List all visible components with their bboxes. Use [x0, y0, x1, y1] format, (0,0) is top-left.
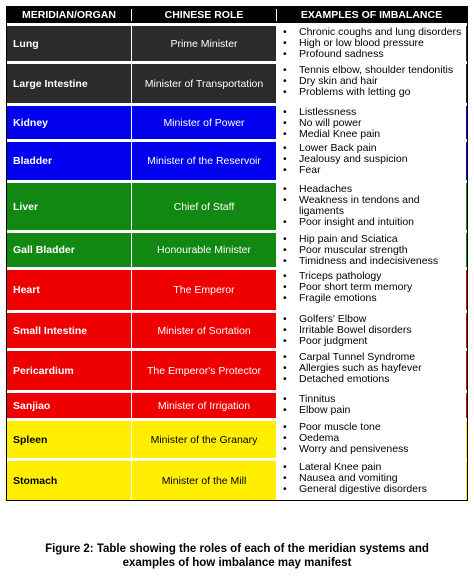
- example-item: • Poor insight and intuition: [281, 217, 466, 228]
- role-cell: Minister of Sortation: [132, 313, 277, 348]
- examples-cell: [277, 313, 466, 348]
- example-item: • Weakness in tendons and ligaments: [281, 195, 466, 217]
- example-item: • Dry skin and hair: [281, 76, 466, 87]
- table-row: [7, 390, 467, 418]
- example-item: • Tinnitus: [281, 394, 466, 405]
- example-item: • Chronic coughs and lung disorders: [281, 27, 466, 38]
- example-item: • General digestive disorders: [281, 484, 466, 495]
- examples-list: [277, 234, 466, 267]
- examples-list: [277, 65, 466, 98]
- organ-cell: Liver: [7, 183, 132, 230]
- example-item: • Timidness and indecisiveness: [281, 256, 466, 267]
- role-cell: Honourable Minister: [132, 233, 277, 267]
- examples-cell: [277, 421, 466, 458]
- examples-cell: [277, 183, 466, 230]
- example-item: • Listlessness: [281, 107, 466, 118]
- table-row: [7, 310, 467, 348]
- example-item: • Tennis elbow, shoulder tendonitis: [281, 65, 466, 76]
- organ-cell: Kidney: [7, 106, 132, 139]
- organ-cell: Large Intestine: [7, 64, 132, 103]
- organ-cell: Heart: [7, 270, 132, 310]
- header-meridian-organ: MERIDIAN/ORGAN: [7, 9, 132, 21]
- role-cell: Minister of the Reservoir: [132, 142, 277, 180]
- role-cell: Minister of Power: [132, 106, 277, 139]
- examples-list: [277, 394, 466, 416]
- role-cell: Minister of Irrigation: [132, 393, 277, 418]
- organ-cell: Sanjiao: [7, 393, 132, 418]
- organ-cell: Small Intestine: [7, 313, 132, 348]
- examples-cell: [277, 233, 466, 267]
- table-row: [7, 348, 467, 390]
- example-item: • No will power: [281, 118, 466, 129]
- examples-cell: [277, 393, 466, 418]
- organ-cell: Stomach: [7, 461, 132, 500]
- role-cell: Prime Minister: [132, 26, 277, 61]
- example-item: • Triceps pathology: [281, 271, 466, 282]
- table-row: [7, 418, 467, 458]
- example-item: • Worry and pensiveness: [281, 444, 466, 455]
- example-item: • Profound sadness: [281, 49, 466, 60]
- table-row: [7, 458, 467, 500]
- examples-cell: [277, 64, 466, 103]
- example-item: • Lateral Knee pain: [281, 462, 466, 473]
- examples-list: [277, 314, 466, 347]
- organ-cell: Spleen: [7, 421, 132, 458]
- example-item: • Allergies such as hayfever: [281, 363, 466, 374]
- example-item: • Poor judgment: [281, 336, 466, 347]
- role-cell: The Emperor: [132, 270, 277, 310]
- examples-list: [277, 352, 466, 385]
- table-header: [7, 7, 467, 23]
- example-item: • Headaches: [281, 184, 466, 195]
- example-item: • High or low blood pressure: [281, 38, 466, 49]
- role-cell: The Emperor's Protector: [132, 351, 277, 390]
- example-item: • Problems with letting go: [281, 87, 466, 98]
- role-cell: Minister of Transportation: [132, 64, 277, 103]
- example-item: • Lower Back pain: [281, 143, 466, 154]
- header-chinese-role: CHINESE ROLE: [132, 9, 277, 21]
- table-row: [7, 103, 467, 139]
- role-cell: Chief of Staff: [132, 183, 277, 230]
- example-item: • Carpal Tunnel Syndrome: [281, 352, 466, 363]
- table-row: [7, 23, 467, 61]
- example-item: • Poor short term memory: [281, 282, 466, 293]
- header-examples-of-imbalance: EXAMPLES OF IMBALANCE: [300, 9, 443, 21]
- example-item: • Poor muscle tone: [281, 422, 466, 433]
- caption-line-1: Figure 2: Table showing the roles of each of the meridian systems and: [45, 543, 429, 555]
- example-item: • Hip pain and Sciatica: [281, 234, 466, 245]
- examples-list: [277, 107, 466, 140]
- meridian-table: [6, 6, 468, 501]
- example-item: • Irritable Bowel disorders: [281, 325, 466, 336]
- examples-list: [277, 422, 466, 455]
- caption-line-2: examples of how imbalance may manifest: [122, 557, 352, 569]
- example-item: • Fear: [281, 165, 466, 176]
- table-row: [7, 230, 467, 267]
- table-row: [7, 267, 467, 310]
- example-item: • Medial Knee pain: [281, 129, 466, 140]
- table-body: [7, 23, 467, 500]
- example-item: • Jealousy and suspicion: [281, 154, 466, 165]
- example-item: • Oedema: [281, 433, 466, 444]
- examples-cell: [277, 351, 466, 390]
- example-item: • Detached emotions: [281, 374, 466, 385]
- table-row: [7, 61, 467, 103]
- role-cell: Minister of the Granary: [132, 421, 277, 458]
- examples-list: [277, 27, 466, 60]
- organ-cell: Gall Bladder: [7, 233, 132, 267]
- examples-list: [277, 143, 466, 176]
- example-item: • Fragile emotions: [281, 293, 466, 304]
- examples-list: [277, 462, 466, 495]
- examples-cell: [277, 26, 466, 61]
- organ-cell: Pericardium: [7, 351, 132, 390]
- examples-cell: [277, 106, 466, 139]
- figure-caption: [0, 542, 474, 570]
- examples-cell: [277, 270, 466, 310]
- examples-list: [277, 271, 466, 304]
- example-item: • Nausea and vomiting: [281, 473, 466, 484]
- examples-cell: [277, 142, 466, 180]
- table-row: [7, 180, 467, 230]
- table-row: [7, 139, 467, 180]
- role-cell: Minister of the Mill: [132, 461, 277, 500]
- organ-cell: Bladder: [7, 142, 132, 180]
- examples-cell: [277, 461, 466, 500]
- organ-cell: Lung: [7, 26, 132, 61]
- example-item: • Elbow pain: [281, 405, 466, 416]
- example-item: • Poor muscular strength: [281, 245, 466, 256]
- examples-list: [277, 184, 466, 228]
- example-item: • Golfers' Elbow: [281, 314, 466, 325]
